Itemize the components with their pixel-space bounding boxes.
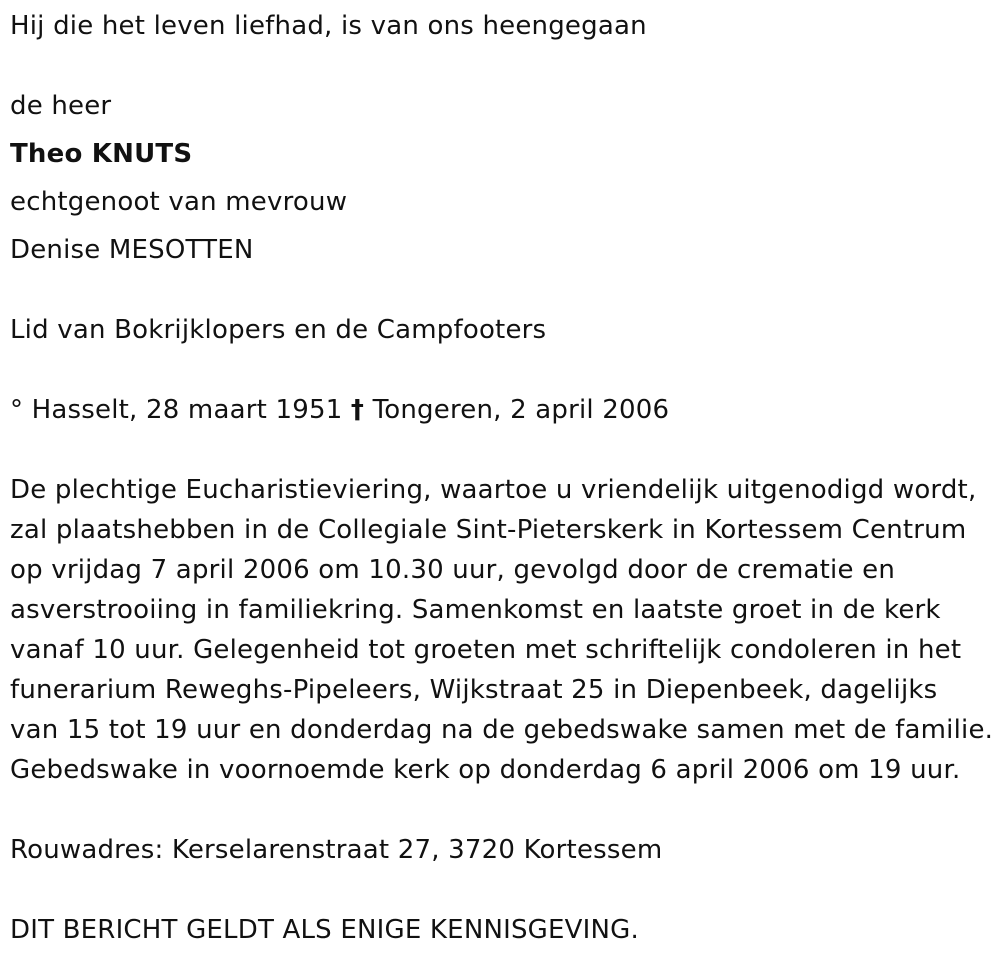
ceremony-line: op vrijdag 7 april 2006 om 10.30 uur, gevolgd door de crematie en: [10, 555, 896, 585]
ceremony-paragraph: [10, 470, 1000, 790]
ceremony-line: asverstrooiing in familiekring. Samenkomst en laatste groet in de kerk: [10, 595, 941, 625]
membership-line: Lid van Bokrijklopers en de Campfooters: [10, 315, 547, 345]
mourning-address: Rouwadres: Kerselarenstraat 27, 3720 Kortessem: [10, 835, 663, 865]
ceremony-line: vanaf 10 uur. Gelegenheid tot groeten met schriftelijk condoleren in het: [10, 635, 962, 665]
death-cross-icon: †: [350, 395, 365, 425]
notice-line: DIT BERICHT GELDT ALS ENIGE KENNISGEVING.: [10, 915, 639, 945]
opening-line: Hij die het leven liefhad, is van ons heengegaan: [10, 11, 647, 41]
spouse-label: echtgenoot van mevrouw: [10, 187, 348, 217]
honorific: de heer: [10, 91, 112, 121]
death-date: Tongeren, 2 april 2006: [372, 395, 670, 425]
spouse-name: Denise MESOTTEN: [10, 235, 254, 265]
ceremony-line: zal plaatshebben in de Collegiale Sint-Pieterskerk in Kortessem Centrum: [10, 515, 967, 545]
deceased-name: Theo KNUTS: [10, 139, 193, 169]
ceremony-line: van 15 tot 19 uur en donderdag na de gebedswake samen met de familie.: [10, 715, 994, 745]
ceremony-line: Gebedswake in voornoemde kerk op donderdag 6 april 2006 om 19 uur.: [10, 755, 961, 785]
birth-date: ° Hasselt, 28 maart 1951: [10, 395, 343, 425]
ceremony-line: De plechtige Eucharistieviering, waartoe u vriendelijk uitgenodigd wordt,: [10, 475, 977, 505]
life-dates: [10, 390, 669, 430]
ceremony-line: funerarium Reweghs-Pipeleers, Wijkstraat 25 in Diepenbeek, dagelijks: [10, 675, 938, 705]
